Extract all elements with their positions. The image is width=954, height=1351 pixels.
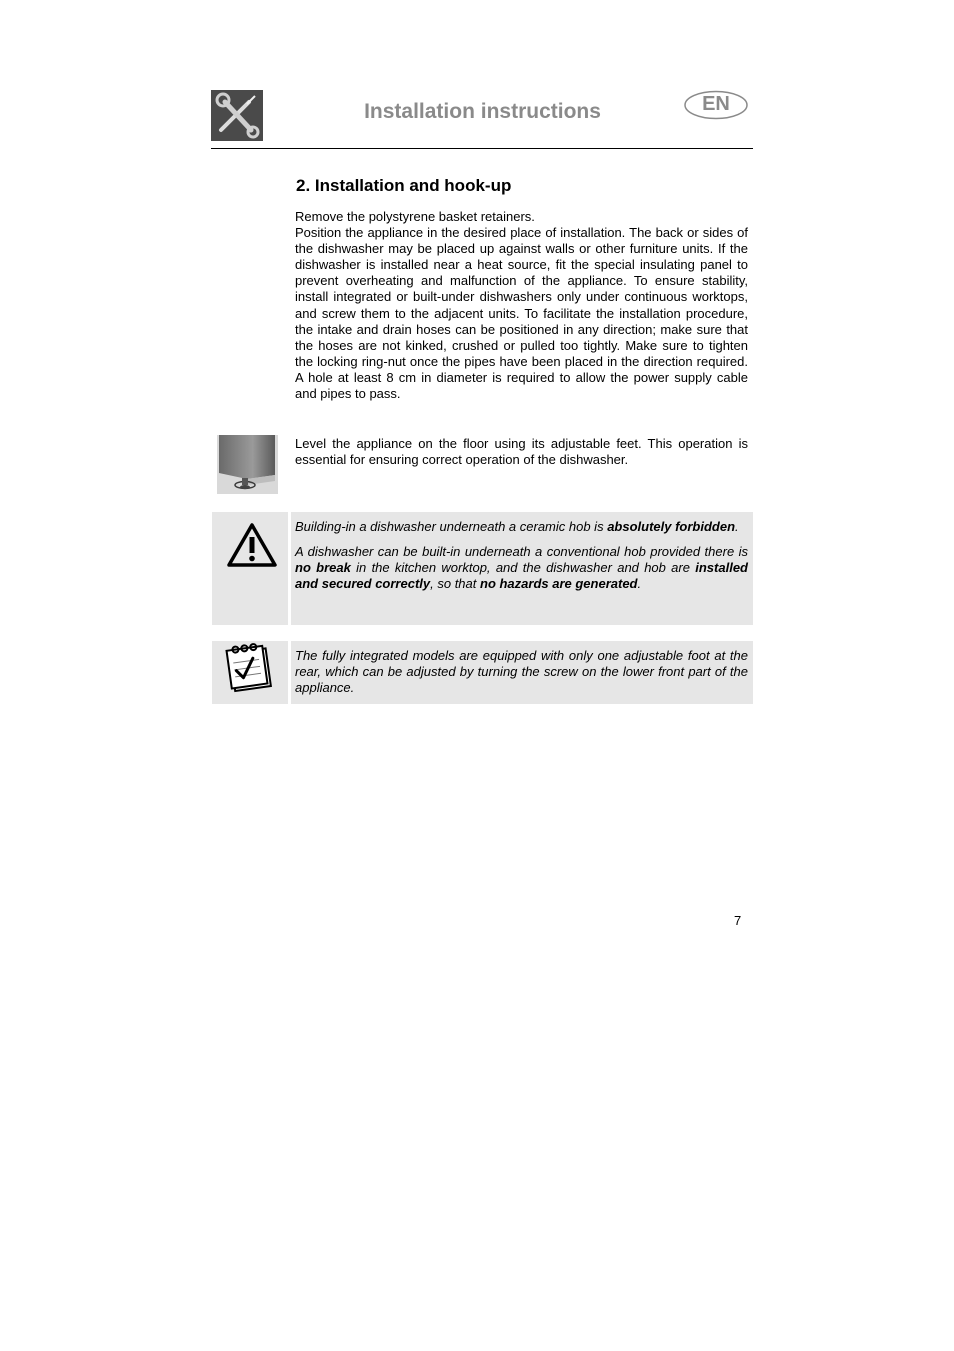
- warning-emphasis: installed and secured correctly: [295, 560, 748, 592]
- language-badge: [684, 90, 748, 120]
- intro-line: Remove the polystyrene basket retainers.: [295, 209, 535, 224]
- adjustable-foot-image: [217, 435, 278, 494]
- warning-text-run: , so that: [430, 576, 480, 592]
- tools-icon: [211, 90, 263, 141]
- intro-paragraph: Position the appliance in the desired place of installation. The back or sides of the dishwasher may be placed up against walls or other furniture units. If the dishwasher is installed near a heat source, fit the special insulating panel to prevent overheating and malfunction of the appliance. To ensure stability, install integrated or built-under dishwashers only under continuous worktops, and screw them to the adjacent units. To facilitate the installation procedure, the intake and drain hoses can be positioned in any direction; make sure that the hoses are not kinked, crushed or pulled too tightly. Make sure to tighten the locking ring-nut once the pipes have been placed in the direction required. A hole at least 8 cm in diameter is required to allow the power supply cable and pipes to pass.: [295, 225, 748, 402]
- warning-text: [295, 519, 748, 592]
- warning-text-run: .: [637, 576, 642, 592]
- warning-triangle-icon: [226, 522, 278, 568]
- header-divider: [211, 148, 753, 149]
- warning-paragraph-2: [295, 544, 748, 592]
- warning-emphasis: no hazards are generated: [480, 576, 638, 592]
- notepad-check-icon: [220, 641, 276, 693]
- warning-text-run: Building-in a dishwasher underneath a ceramic hob is: [295, 519, 608, 534]
- page-number: 7: [734, 913, 742, 928]
- warning-paragraph-1: [295, 519, 748, 535]
- language-code: EN: [702, 93, 730, 115]
- level-text: Level the appliance on the floor using its adjustable feet. This operation is essential for ensuring correct operation of the dishwasher.: [295, 436, 748, 468]
- warning-text-run: in the kitchen worktop, and the dishwasher and hob are: [350, 560, 696, 576]
- warning-text-run: .: [735, 519, 739, 534]
- note-text: The fully integrated models are equipped with only one adjustable foot at the rear, which can be adjusted by turning the screw on the lower front part of the appliance.: [295, 648, 748, 696]
- warning-emphasis: no break: [295, 560, 351, 576]
- warning-text-run: A dishwasher can be built-in underneath a conventional hob provided there is: [295, 544, 748, 560]
- section-title: 2. Installation and hook-up: [296, 176, 512, 195]
- warning-emphasis: absolutely forbidden: [607, 519, 736, 534]
- header-title: Installation instructions: [364, 100, 601, 123]
- intro-text: [295, 209, 748, 402]
